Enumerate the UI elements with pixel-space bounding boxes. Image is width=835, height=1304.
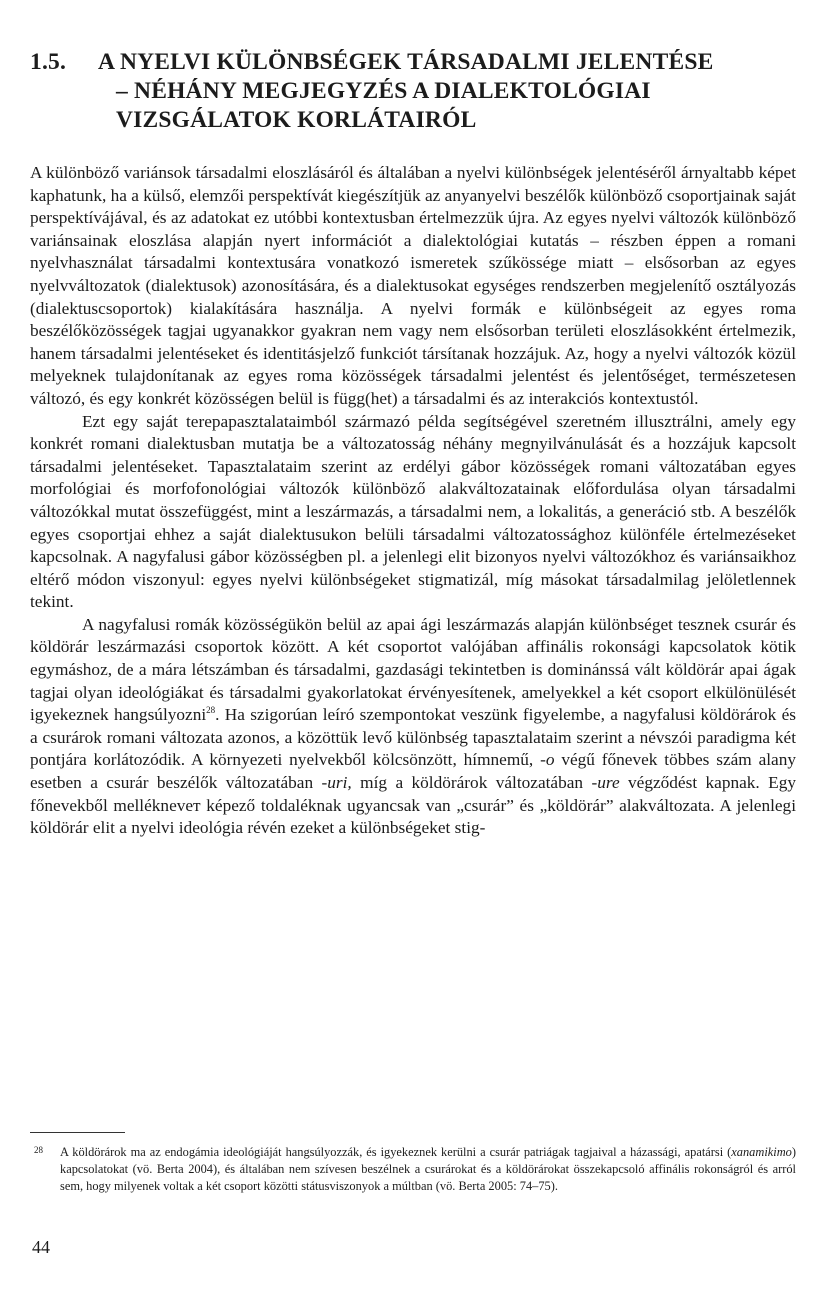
footnote-reference[interactable]: 28 <box>206 705 216 716</box>
paragraph-1: A különböző variánsok társadalmi eloszlásáról és általában a nyelvi különbségek jelentéséről árnyaltabb képet kaphatunk, ha a külső, elemzői perspektívát kiegészítjük az anyanyelvi beszélők különböző csoportjainak saját perspektívájával, és az adatokat ez utóbbi kontextusban értelmezzük újra. Az egyes nyelvi változók különböző variánsainak eloszlása alapján nyert információt a dialektológiai kutatás – részben éppen a romani nyelvhasználat társadalmi kontextusára vonatkozó ismeretek szűkössége miatt – elsősorban az egyes nyelvváltozatok (dialektusok) azonosítására, és a dialektusokat egységes rendszerben megjelenítő osztályozás (dialektuscsoportok) kialakítására használja. A nyelvi formák e különbségeit az egyes roma beszélőközösségek tagjai ugyanakkor gyakran nem vagy nem elsősorban területi eloszlásokként értelmezik, hanem társadalmi jelentéseket és identitásjelző funkciót társítanak hozzájuk. Az, hogy a nyelvi változók közül melyeknek tulajdonítanak az egyes roma közösségek társadalmi jelentést és jelentőséget, természetesen változó, és egy konkrét közösségen belül is függ(het) a társadalmi és az interakciós kontextustól. <box>30 163 796 408</box>
suffix-o: -o <box>540 750 555 770</box>
paragraph-3 <box>30 614 796 840</box>
section-number: 1.5. <box>30 49 67 75</box>
footnote-mark: 28 <box>34 1145 43 1155</box>
paragraph-3-part-d: míg a köldörárok változatában <box>351 773 592 793</box>
footnote <box>34 1144 796 1195</box>
paragraph-3-part-e: végződést kapnak. Egy főnevekből mellékneveт képező toldaléknak ugyancsak van „csurár” és „köldörár” alakváltozata. A jelenlegi köldörár elit a nyelvi ideológia révén ezeket a különbségeket stig- <box>30 773 796 838</box>
page-number: 44 <box>32 1237 50 1257</box>
heading-line-1 <box>30 48 810 77</box>
footnote-text-b: ) kapcsolatokat (vö. Berta 2004), és általában nem szívesen beszélnek a csurárokat és a köldörárokat összekapcsoló affinális rokonságról és arról sem, hogy milyenek voltak a két csoport közötti státusviszonyok a múltban (vö. Berta 2005: 74–75). <box>60 1145 796 1193</box>
paragraph-3-part-a: A nagyfalusi romák közösségükön belül az apai ági leszármazás alapján különbséget tesznek csurár és köldörár leszármazási csoportok között. A két csoportot valójában affinális rokonsági kapcsolatok kötik egymáshoz, de a mára létszámban és társadalmi, gazdasági tekintetben is dominánssá vált köldörár apai ágak tagjai olyan ideológiákat és társadalmi gyakorlatokat érvényesítenek, amelyekkel a két csoport elkülönülését igyekeznek hangsúlyozni <box>30 614 796 725</box>
footnote-divider <box>30 1132 125 1133</box>
heading-line-1-text: A NYELVI KÜLÖNBSÉGEK TÁRSADALMI JELENTÉSE <box>98 49 714 75</box>
footnote-text-a: A köldörárok ma az endogámia ideológiáját hangsúlyozzák, és igyekeznek kerülni a csurár patriágak tagjaival a házassági, apatársi ( <box>60 1145 732 1159</box>
paragraph-3-part-c: végű főnevek többes szám alany esetben a csurár beszélők változatában <box>30 750 797 793</box>
paragraph-2: Ezt egy saját terepapasztalataimból származó példa segítségével szeretném illusztrálni, amely egy konkrét romani dialektusban mutatja be a változatosság néhány megnyilvánulását és a hozzájuk kapcsolt társadalmi jelentéseket. Tapasztalataim szerint az erdélyi gábor közösségek romani változatában egyes morfológiai és morfofonológiai változók különböző alakváltozatainak előfordulása olyan társadalmi változókkal mutat összefüggést, mint a leszármazás, a társadalmi nem, a lokalitás, a generáció stb. A beszélők egyes csoportjai ehhez a saját dialektusukon belüli társadalmi változatossághoz különféle értelmezéseket kapcsolnak. A nagyfalusi gábor közösségben pl. a jelenlegi elit bizonyos nyelvi változókhoz és variánsaikhoz eltérő módon viszonyul: egyes nyelvi különbségeket stigmatizál, míg másokat társadalmilag jelöletlennek tekint. <box>30 411 796 612</box>
footnote-term: xanamikimo <box>731 1145 792 1159</box>
heading-line-2: – NÉHÁNY MEGJEGYZÉS A DIALEKTOLÓGIAI <box>116 78 651 104</box>
suffix-ure: -ure <box>591 773 620 793</box>
heading-line-3: VIZSGÁLATOK KORLÁTAIRÓL <box>116 107 477 133</box>
paragraph-3-part-b: . Ha szigorúan leíró szempontokat veszünk figyelembe, a nagyfalusi köldörárok és a csurárok romani változata azonos, a közöttük levő különbség tapasztalataim szerint a névszói paradigma két pontjára korlátozódik. A környezeti nyelvekből kölcsönzött, hímnemű, <box>30 705 796 770</box>
suffix-uri: -uri, <box>321 773 352 793</box>
body-text <box>30 162 796 840</box>
section-heading <box>30 48 810 135</box>
